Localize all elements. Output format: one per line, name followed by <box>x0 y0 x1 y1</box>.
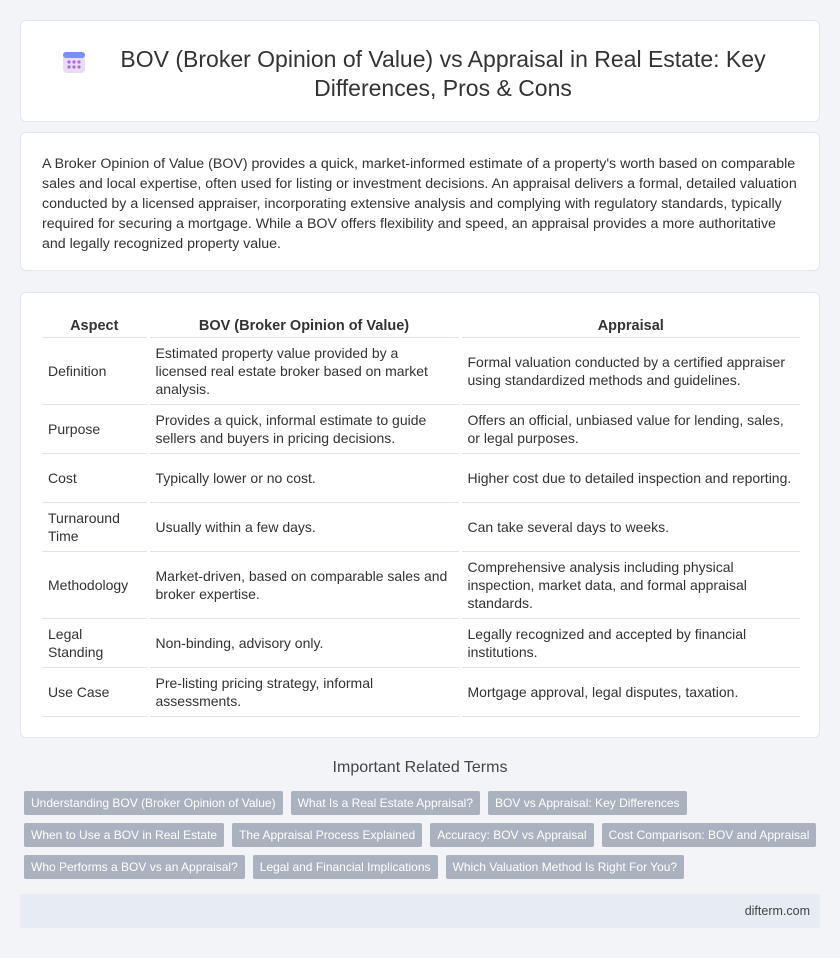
column-header-bov: BOV (Broker Opinion of Value) <box>148 315 460 337</box>
row-aspect: Legal Standing <box>42 618 148 667</box>
intro-card <box>20 132 820 271</box>
table-header-row <box>42 315 800 337</box>
related-term-link[interactable]: What Is a Real Estate Appraisal? <box>291 791 480 815</box>
row-appraisal: Legally recognized and accepted by financial institutions. <box>460 618 800 667</box>
related-term-link[interactable]: Cost Comparison: BOV and Appraisal <box>602 823 817 847</box>
row-appraisal: Mortgage approval, legal disputes, taxation. <box>460 667 800 716</box>
related-term-link[interactable]: BOV vs Appraisal: Key Differences <box>488 791 687 815</box>
row-appraisal: Comprehensive analysis including physical inspection, market data, and formal appraisal standards. <box>460 551 800 618</box>
row-aspect: Definition <box>42 337 148 404</box>
related-term-link[interactable]: When to Use a BOV in Real Estate <box>24 823 224 847</box>
footer-site-name[interactable]: difterm.com <box>744 904 810 918</box>
row-appraisal: Formal valuation conducted by a certified appraiser using standardized methods and guidelines. <box>460 337 800 404</box>
table-row <box>42 618 800 667</box>
row-bov: Market-driven, based on comparable sales and broker expertise. <box>148 551 460 618</box>
row-appraisal: Higher cost due to detailed inspection and reporting. <box>460 453 800 502</box>
related-term-link[interactable]: Accuracy: BOV vs Appraisal <box>430 823 593 847</box>
calendar-grid-icon <box>61 49 87 75</box>
row-aspect: Use Case <box>42 667 148 716</box>
table-row <box>42 404 800 453</box>
comparison-table-card <box>20 292 820 738</box>
column-header-appraisal: Appraisal <box>460 315 800 337</box>
column-header-aspect: Aspect <box>42 315 148 337</box>
related-term-link[interactable]: Which Valuation Method Is Right For You? <box>446 855 685 879</box>
intro-paragraph: A Broker Opinion of Value (BOV) provides a quick, market-informed estimate of a property's worth based on comparable sales and local expertise, often used for listing or investment decisions. An appraisal delivers a formal, detailed valuation conducted by a licensed appraiser, incorporating extensive analysis and complying with regulatory standards, typically required for securing a mortgage. While a BOV offers flexibility and speed, an appraisal provides a more authoritative and legally recognized property value. <box>42 156 797 252</box>
row-aspect: Turnaround Time <box>42 502 148 551</box>
comparison-table <box>42 315 800 717</box>
related-term-link[interactable]: Legal and Financial Implications <box>253 855 438 879</box>
related-term-link[interactable]: Understanding BOV (Broker Opinion of Value) <box>24 791 283 815</box>
row-bov: Typically lower or no cost. <box>148 453 460 502</box>
table-row <box>42 502 800 551</box>
table-row <box>42 453 800 502</box>
related-terms-title: Important Related Terms <box>332 759 508 776</box>
related-term-link[interactable]: The Appraisal Process Explained <box>232 823 422 847</box>
row-aspect: Purpose <box>42 404 148 453</box>
table-row <box>42 551 800 618</box>
row-appraisal: Can take several days to weeks. <box>460 502 800 551</box>
header-card <box>20 20 820 122</box>
row-bov: Pre-listing pricing strategy, informal assessments. <box>148 667 460 716</box>
table-row <box>42 337 800 404</box>
row-aspect: Methodology <box>42 551 148 618</box>
row-bov: Usually within a few days. <box>148 502 460 551</box>
row-bov: Non-binding, advisory only. <box>148 618 460 667</box>
related-term-link[interactable]: Who Performs a BOV vs an Appraisal? <box>24 855 245 879</box>
row-bov: Estimated property value provided by a licensed real estate broker based on market analysis. <box>148 337 460 404</box>
table-row <box>42 667 800 716</box>
row-appraisal: Offers an official, unbiased value for lending, sales, or legal purposes. <box>460 404 800 453</box>
page-title: BOV (Broker Opinion of Value) vs Appraisal in Real Estate: Key Differences, Pros & Cons <box>120 46 766 101</box>
row-bov: Provides a quick, informal estimate to guide sellers and buyers in pricing decisions. <box>148 404 460 453</box>
related-terms-list <box>24 791 824 879</box>
row-aspect: Cost <box>42 453 148 502</box>
footer <box>20 894 820 928</box>
